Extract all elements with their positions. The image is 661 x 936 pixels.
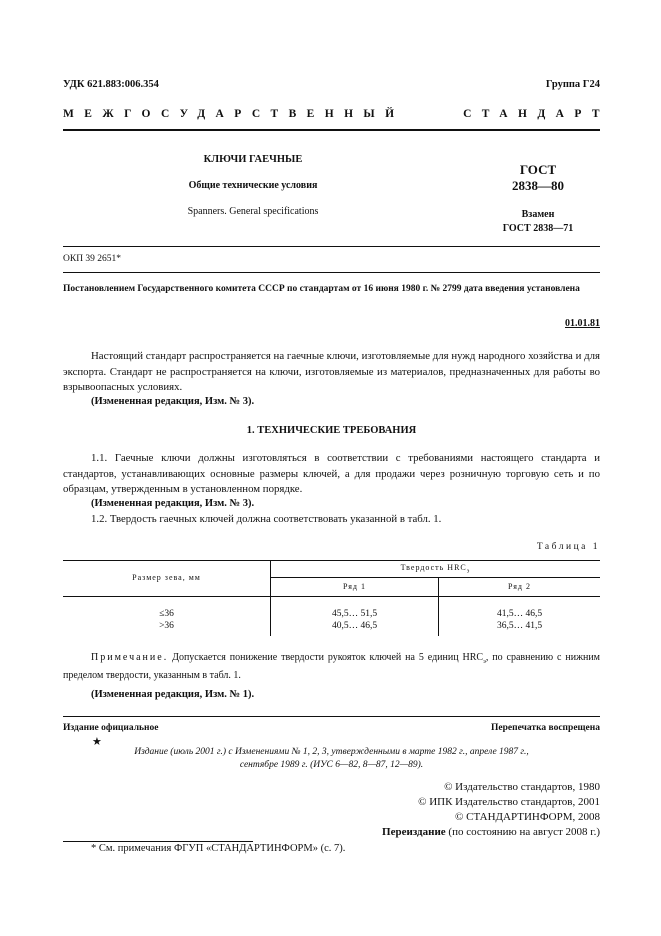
clause-1-1: 1.1. Гаечные ключи должны изготовляться в соответствии с требованиями настоящего стандарта и стандартов, устанавливающих основные размеры ключей, а для продажи через розничную торговую сеть и по образцам, утвержденным в установленном порядке.: [63, 452, 600, 495]
standard-type-right: СТАНДАРТ: [463, 108, 610, 120]
table-note: Примечание. Допускается понижение твердости рукояток ключей на 5 единиц $HRC_э$, по сравнению с нижним пределом твердости, указанным в табл. 1.: [63, 652, 601, 681]
clause-1-1-amendment: (Измененная редакция, Изм. № 3).: [91, 498, 255, 509]
standard-type-left: МЕЖГОСУДАРСТВЕННЫЙ: [63, 108, 405, 120]
gost-label: ГОСТ: [519, 162, 557, 177]
clause-1-2: 1.2. Твердость гаечных ключей должна соответствовать указанной в табл. 1.: [91, 513, 442, 525]
copyright-2: © ИПК Издательство стандартов, 2001: [418, 796, 600, 808]
table-mid-rule: [270, 577, 600, 578]
gost-number: 2838—80: [512, 178, 564, 193]
intro-paragraph: Настоящий стандарт распространяется на гаечные ключи, изготовляемые для нужд народного хозяйства и для экспорта. Стандарт не распространяется на ключи, изготовляемые из материалов, предназначенных для работы во взрывоопасных условиях.: [63, 350, 600, 393]
table-caption: Таблица 1: [536, 542, 600, 552]
table-head-rule: [63, 596, 600, 597]
table-row-2-size: >36: [159, 621, 174, 631]
copyright-3: © СТАНДАРТИНФОРМ, 2008: [455, 811, 600, 823]
footnote: * См. примечания ФГУП «СТАНДАРТИНФОРМ» (с. 7).: [91, 843, 346, 854]
table-row-1-size: ≤36: [159, 609, 174, 619]
col-row1-header: Ряд 1: [343, 582, 366, 591]
group-code: Группа Г24: [545, 79, 600, 90]
table-row-2-r2: 36,5… 41,5: [496, 621, 543, 631]
replaces-label: Взамен: [521, 209, 555, 220]
col-size-header: Размер зева, мм: [132, 573, 201, 582]
edition-line-2: сентябре 1989 г. (ИУС 6—82, 8—87, 12—89).: [239, 760, 424, 770]
okp-code: ОКП 39 2651*: [63, 254, 122, 264]
table-row-1-r2: 41,5… 46,5: [496, 609, 543, 619]
star-icon: ★: [92, 736, 102, 748]
table-row-1-r1: 45,5… 51,5: [331, 609, 378, 619]
doc-subtitle: Общие технические условия: [188, 180, 318, 191]
table-row-2-r1: 40,5… 46,5: [331, 621, 378, 631]
col-row2-header: Ряд 2: [508, 582, 531, 591]
official-edition: Издание официальное: [63, 723, 159, 733]
footer-rule: [63, 716, 600, 717]
amendment-1: (Измененная редакция, Изм. № 1).: [91, 689, 255, 700]
header-rule: [63, 129, 600, 131]
replaces-number: ГОСТ 2838—71: [502, 223, 574, 234]
section-heading: 1. ТЕХНИЧЕСКИЕ ТРЕБОВАНИЯ: [246, 425, 417, 436]
udc-code: УДК 621.883:006.354: [63, 79, 159, 90]
reissue-note: Переиздание (по состоянию на август 2008 г.): [382, 826, 600, 838]
copyright-1: © Издательство стандартов, 1980: [444, 781, 600, 793]
okp-rule: [63, 272, 600, 273]
title-rule: [63, 246, 600, 247]
reprint-prohibited: Перепечатка воспрещена: [490, 723, 600, 733]
effective-date: 01.01.81: [565, 318, 600, 329]
english-title: Spanners. General specifications: [187, 206, 319, 217]
table-top-rule: [63, 560, 600, 561]
col-hardness-header: Твердость $HRC_э$: [400, 563, 471, 575]
edition-line-1: Издание (июль 2001 г.) с Изменениями № 1, 2, 3, утвержденными в марте 1982 г., апреле 1987 г.,: [134, 747, 529, 757]
footnote-rule: [63, 841, 253, 842]
intro-amendment: (Измененная редакция, Изм. № 3).: [91, 396, 255, 407]
resolution-text: Постановлением Государственного комитета СССР по стандартам от 16 июня 1980 г. № 2799 дата введения установлена: [63, 284, 580, 294]
doc-title: КЛЮЧИ ГАЕЧНЫЕ: [203, 154, 303, 165]
